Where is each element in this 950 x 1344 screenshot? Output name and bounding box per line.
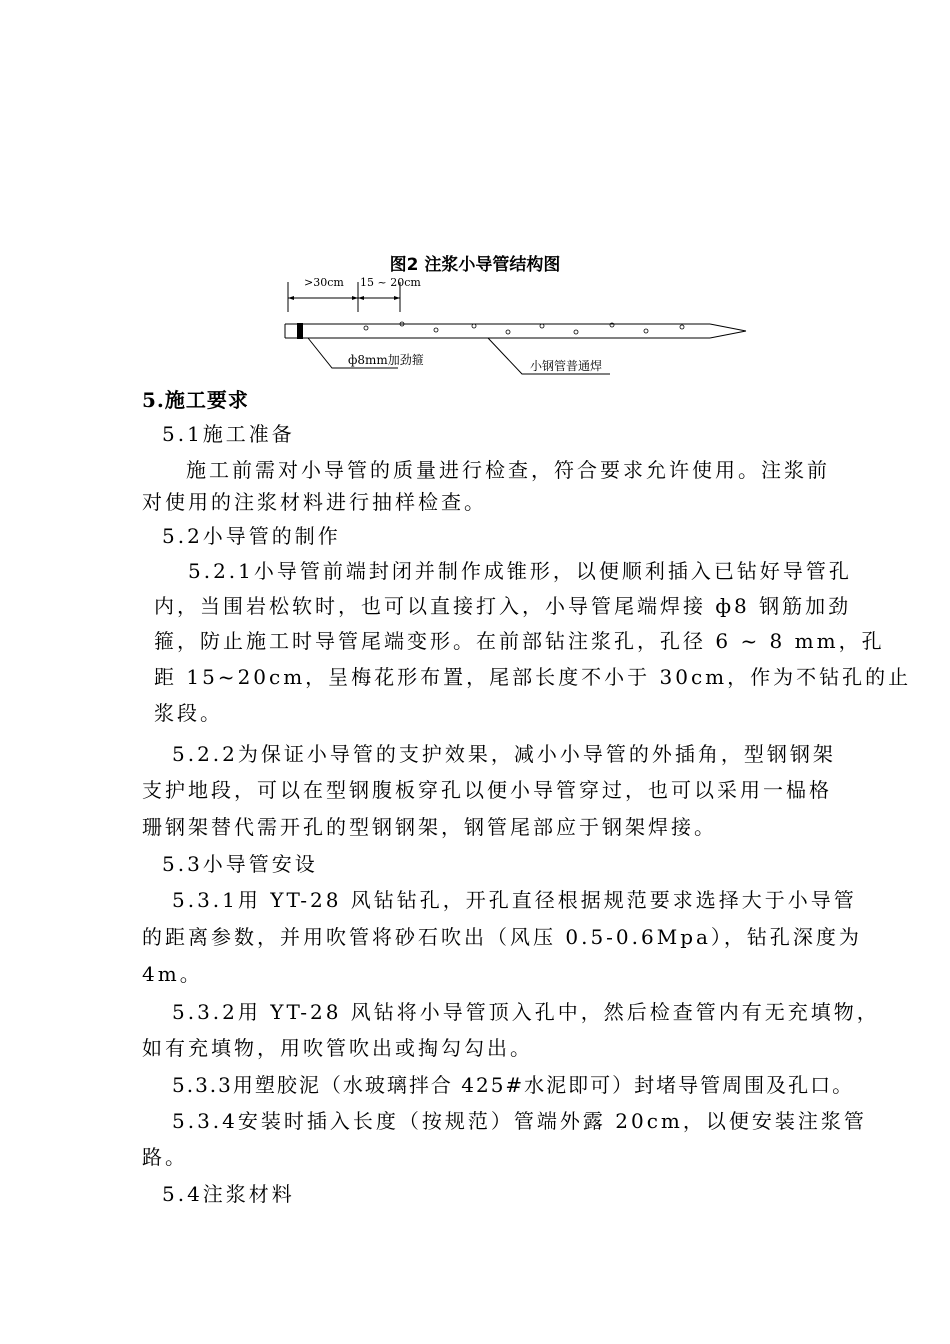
paragraph-line: 距 15~20cm，呈梅花形布置，尾部长度不小于 30cm，作为不钻孔的止 — [154, 665, 912, 689]
section-5-4-title: 5.4注浆材料 — [162, 1182, 295, 1206]
paragraph-line: 路。 — [142, 1145, 188, 1169]
paragraph-line: 5.2.2为保证小导管的支护效果，减小小导管的外插角，型钢钢架 — [172, 742, 836, 766]
dim-left-label: >30cm — [304, 276, 344, 289]
paragraph-line: 对使用的注浆材料进行抽样检查。 — [142, 490, 487, 514]
paragraph-line: 5.2.1小导管前端封闭并制作成锥形，以便顺利插入已钻好导管孔 — [188, 559, 852, 583]
paragraph-line: 5.3.4安装时插入长度（按规范）管端外露 20cm，以便安装注浆管 — [172, 1109, 867, 1133]
figure-title: 图2 注浆小导管结构图 — [389, 255, 561, 275]
paragraph-line: 浆段。 — [154, 701, 223, 725]
paragraph-line: 5.3.1用 YT-28 风钻钻孔，开孔直径根据规范要求选择大于小导管 — [172, 888, 857, 912]
paragraph-line: 箍，防止施工时导管尾端变形。在前部钻注浆孔，孔径 6 ~ 8 mm，孔 — [154, 629, 885, 653]
section-5-heading: 5.施工要求 — [142, 388, 249, 412]
paragraph-line: 支护地段，可以在型钢腹板穿孔以便小导管穿过，也可以采用一榀格 — [142, 778, 832, 802]
stiffener-ring — [297, 323, 303, 339]
paragraph-line: 珊钢架替代需开孔的型钢钢架，钢管尾部应于钢架焊接。 — [142, 815, 717, 839]
weld-label: 小钢管普通焊 — [530, 359, 603, 373]
paragraph-line: 5.3.3用塑胶泥（水玻璃拌合 425#水泥即可）封堵导管周围及孔口。 — [172, 1073, 855, 1097]
section-5-1-title: 5.1施工准备 — [162, 422, 295, 446]
paragraph-line: 内，当围岩松软时，也可以直接打入，小导管尾端焊接 ф8 钢筋加劲 — [154, 594, 852, 618]
section-5-3-title: 5.3小导管安设 — [162, 852, 318, 876]
paragraph-line: 的距离参数，并用吹管将砂石吹出（风压 0.5-0.6Mpa），钻孔深度为 — [142, 925, 862, 949]
paragraph-line: 施工前需对小导管的质量进行检查，符合要求允许使用。注浆前 — [186, 458, 830, 482]
paragraph-line: 如有充填物，用吹管吹出或掏勾勾出。 — [142, 1036, 533, 1060]
pipe-structure-diagram — [270, 272, 760, 382]
paragraph-line: 5.3.2用 YT-28 风钻将小导管顶入孔中，然后检查管内有无充填物， — [172, 1000, 880, 1024]
section-5-2-title: 5.2小导管的制作 — [162, 524, 341, 548]
paragraph-line: 4m。 — [142, 962, 203, 986]
dim-right-label: 15 ~ 20cm — [360, 276, 421, 289]
hoop-label: ф8mm加劲箍 — [348, 353, 424, 367]
